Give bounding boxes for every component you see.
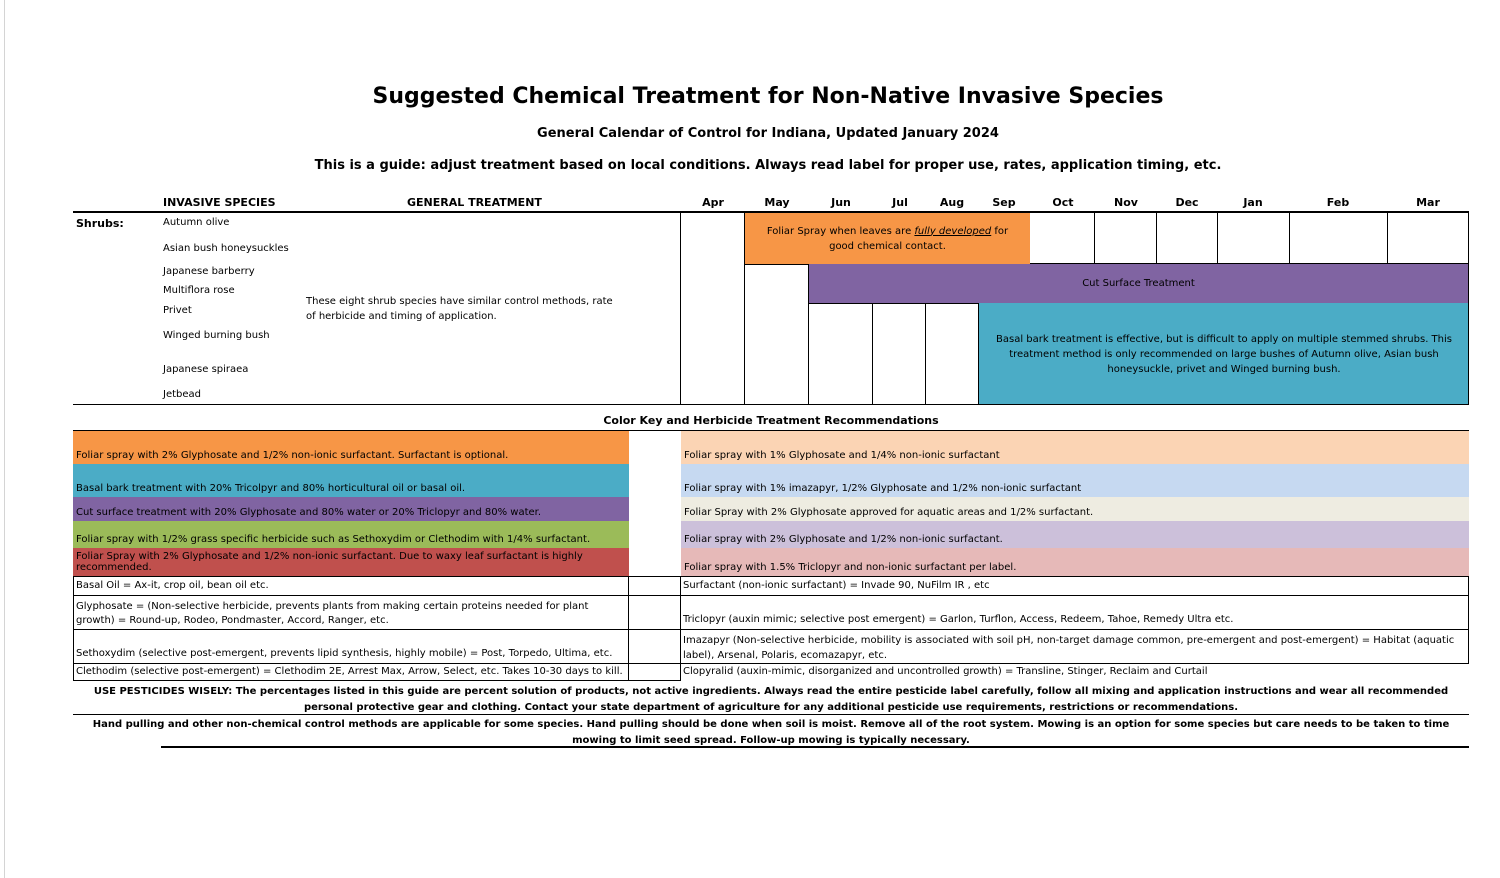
key-left-3-text: Cut surface treatment with 20% Glyphosate and 80% water or 20% Triclopyr and 80% water. — [76, 507, 542, 518]
foliar-text-post: for good chemical contact. — [829, 225, 1009, 252]
def-glyphosate: Glyphosate = (Non-selective herbicide, prevents plants from making certain proteins needed for plant growth) = Round-up, Rodeo, Pondmaster, Accord, Ranger, etc. — [76, 601, 589, 626]
page-subtitle: General Calendar of Control for Indiana, Updated January 2024 — [537, 126, 999, 141]
defs-grid-line — [1468, 576, 1469, 664]
grid-line — [744, 264, 808, 265]
grid-line — [1217, 213, 1218, 264]
key-left-3 — [73, 497, 629, 521]
grid-line — [925, 303, 926, 405]
key-left-2 — [73, 464, 629, 497]
species-asian-bush-honeysuckles: Asian bush honeysuckles — [163, 243, 289, 254]
def-imazapyr: Imazapyr (Non-selective herbicide, mobility is associated with soil pH, non-target damage common, pre-emergent and post-emergent) = Habitat (aquatic label), Arsenal, Polaris, ecomazapyr, etc. — [683, 635, 1455, 661]
month-aug: Aug — [939, 196, 965, 209]
species-privet: Privet — [163, 305, 192, 316]
header-treatment: GENERAL TREATMENT — [407, 196, 542, 209]
grid-line — [808, 264, 809, 405]
key-right-3-text: Foliar Spray with 2% Glyphosate approved for aquatic areas and 1/2% surfactant. — [684, 507, 1094, 518]
month-may: May — [764, 196, 790, 209]
grid-line — [808, 303, 979, 304]
notes-rule — [73, 714, 1469, 715]
key-left-5-text: Foliar Spray with 2% Glyphosate and 1/2% non-ionic surfactant. Due to waxy leaf surfactant is highly recommended. — [76, 551, 583, 573]
hand-pulling-note: Hand pulling and other non-chemical control methods are applicable for some species. Hand pulling should be done when soil is moist. Remove all of the root system. Mowing is an option for some species but care needs to be taken to time mowing to limit seed spread. Follow-up mowing is typically necessary. — [92, 719, 1450, 746]
key-right-5 — [681, 548, 1469, 576]
defs-rule — [73, 663, 1469, 664]
grid-line — [1030, 263, 1469, 264]
defs-rule — [73, 595, 1469, 596]
month-dec: Dec — [1175, 196, 1199, 209]
key-left-5 — [73, 548, 629, 576]
defs-rule — [73, 629, 1469, 630]
species-autumn-olive: Autumn olive — [163, 217, 230, 228]
key-right-3 — [681, 497, 1469, 521]
basal-bark-label: Basal bark treatment is effective, but is difficult to apply on multiple stemmed shrubs. This treatment method is only recommended on large bushes of Autumn olive, Asian bush honeysuckle, privet and Winged burning bush. — [996, 333, 1452, 375]
key-left-1-text: Foliar spray with 2% Glyphosate and 1/2% non-ionic surfactant. Surfactant is optional. — [76, 450, 509, 461]
key-left-4-text: Foliar spray with 1/2% grass specific herbicide such as Sethoxydim or Clethodim with 1/4% surfactant. — [76, 534, 591, 545]
foliar-text-pre: Foliar Spray when leaves are — [766, 225, 915, 237]
grid-line — [680, 213, 681, 405]
key-right-2-text: Foliar spray with 1% imazapyr, 1/2% Glyphosate and 1/2% non-ionic surfactant — [684, 483, 1082, 494]
def-sethoxydim: Sethoxydim (selective post-emergent, prevents lipid synthesis, highly mobile) = Post, Torpedo, Ultima, etc. — [76, 648, 613, 659]
species-japanese-barberry: Japanese barberry — [163, 266, 255, 277]
defs-grid-line — [628, 576, 629, 681]
species-multiflora-rose: Multiflora rose — [163, 285, 235, 296]
def-surfactant: Surfactant (non-ionic surfactant) = Invade 90, NuFilm IR , etc — [683, 580, 990, 591]
key-left-4 — [73, 521, 629, 548]
defs-rule — [73, 576, 1469, 577]
key-right-5-text: Foliar spray with 1.5% Triclopyr and non-ionic surfactant per label. — [684, 562, 1017, 573]
def-clethodim: Clethodim (selective post-emergent) = Clethodim 2E, Arrest Max, Arrow, Select, etc. Takes 10-30 days to kill. — [76, 666, 623, 677]
month-apr: Apr — [702, 196, 724, 209]
month-jun: Jun — [831, 196, 851, 209]
species-japanese-spiraea: Japanese spiraea — [163, 364, 249, 375]
shrubs-group-label: Shrubs: — [76, 217, 124, 230]
guide-note: This is a guide: adjust treatment based on local conditions. Always read label for proper use, rates, application timing, etc. — [314, 158, 1222, 173]
key-right-2 — [681, 464, 1469, 497]
month-jan: Jan — [1243, 196, 1263, 209]
def-triclopyr: Triclopyr (auxin mimic; selective post emergent) = Garlon, Turflon, Access, Redeem, Tahoe, Remedy Ultra etc. — [683, 614, 1234, 625]
month-nov: Nov — [1114, 196, 1138, 209]
defs-rule — [73, 680, 681, 681]
def-basal-oil: Basal Oil = Ax-it, crop oil, bean oil etc. — [76, 580, 269, 591]
grid-line — [1156, 213, 1157, 264]
month-mar: Mar — [1416, 196, 1440, 209]
species-winged-burning-bush: Winged burning bush — [163, 330, 270, 341]
foliar-spray-bar — [745, 213, 1030, 264]
month-sep: Sep — [992, 196, 1016, 209]
grid-line — [1468, 213, 1469, 405]
species-jetbead: Jetbead — [163, 389, 201, 400]
header-species: INVASIVE SPECIES — [163, 196, 276, 209]
pesticide-warning: USE PESTICIDES WISELY: The percentages listed in this guide are percent solution of products, not active ingredients. Always read the entire pesticide label carefully, follow all mixing and application instructions and wear all recommended personal protective gear and clothing. Contact your state department of agriculture for any additional pesticide use requirements, restrictions or recommendations. — [93, 686, 1449, 713]
color-key-title: Color Key and Herbicide Treatment Recommendations — [603, 414, 939, 427]
cut-surface-bar — [808, 264, 1469, 303]
key-right-4 — [681, 521, 1469, 548]
key-right-4-text: Foliar spray with 2% Glyphosate and 1/2% non-ionic surfactant. — [684, 534, 1003, 545]
grid-line — [744, 213, 745, 405]
grid-line — [1387, 213, 1388, 264]
key-left-2-text: Basal bark treatment with 20% Tricolpyr and 80% horticultural oil or basal oil. — [76, 483, 466, 494]
calendar-bottom-rule — [73, 404, 1469, 405]
basal-bark-bar — [979, 303, 1469, 405]
cut-surface-label: Cut Surface Treatment — [1082, 278, 1195, 289]
page-title: Suggested Chemical Treatment for Non-Native Invasive Species — [372, 84, 1164, 109]
grid-line — [1094, 213, 1095, 264]
notes-bottom-rule — [161, 746, 1469, 748]
grid-line — [872, 303, 873, 405]
key-right-1-text: Foliar spray with 1% Glyphosate and 1/4% non-ionic surfactant — [684, 450, 1000, 461]
key-right-1 — [681, 431, 1469, 464]
key-left-1 — [73, 431, 629, 464]
month-oct: Oct — [1052, 196, 1074, 209]
def-clopyralid: Clopyralid (auxin-mimic, disorganized and uncontrolled growth) = Transline, Stinger, Reclaim and Curtail — [683, 666, 1208, 677]
grid-line — [978, 303, 979, 405]
month-feb: Feb — [1326, 196, 1350, 209]
shrub-treatment-text: These eight shrub species have similar control methods, rate of herbicide and timing of application. — [306, 296, 613, 322]
month-jul: Jul — [892, 196, 908, 209]
grid-line — [1289, 213, 1290, 264]
foliar-text-emphasis: fully developed — [914, 225, 992, 237]
